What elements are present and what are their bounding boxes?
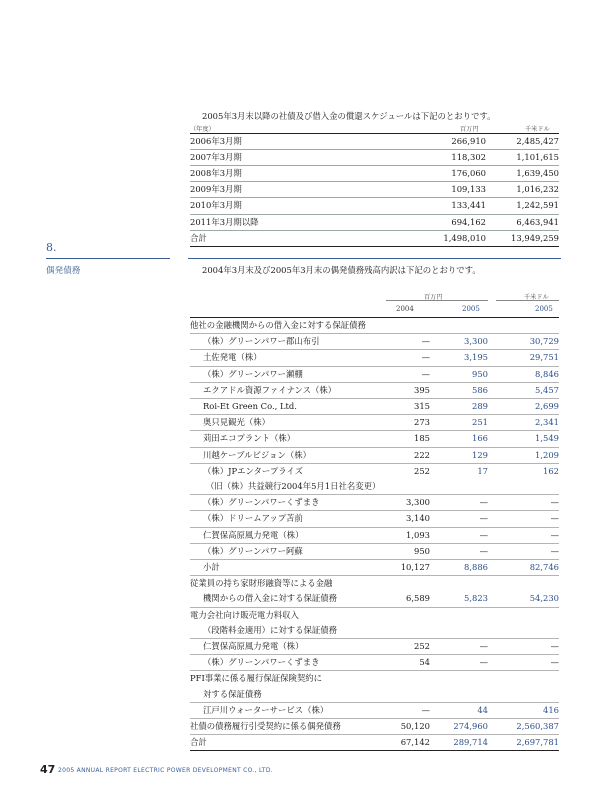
subtotal-row: 小計 10,127 8,886 82,746 [190, 560, 559, 576]
table-row: （株）グリーンパワーくずまき 54 — — [190, 655, 559, 671]
table-row: （株）グリーンパワー郡山布引 — 3,300 30,729 [190, 334, 559, 350]
table-row: 川越ケーブルビジョン（株） 222 129 1,209 [190, 447, 559, 463]
table-row: 仁賀保高原風力発電（株） 252 — — [190, 639, 559, 655]
table-row: 2009年3月期 109,133 1,016,232 [190, 182, 559, 198]
page-number: 47 [40, 763, 56, 776]
contingent-liabilities-table [190, 318, 559, 751]
table-row: 仁賀保高原風力発電（株） 1,093 — — [190, 527, 559, 543]
table-row: 2008年3月期 176,060 1,639,450 [190, 165, 559, 181]
table-row: 2007年3月期 118,302 1,101,615 [190, 149, 559, 165]
table-row: （株）JPエンタープライズ 252 17 162 [203, 465, 559, 476]
schedule-unit-yen: 百万円 [460, 126, 479, 133]
category-row: 他社の金融機関からの借入金に対する保証債務 [190, 318, 559, 334]
table-row: 2010年3月期 133,441 1,242,591 [190, 198, 559, 214]
table-row: （株）グリーンパワー阿蘇 950 — — [190, 543, 559, 559]
col-2004: 2004 [396, 305, 414, 313]
category-row: 電力会社向け販売電力料収入 [190, 609, 299, 620]
table-row: （株）ドリームアップ苫前 3,140 — — [190, 511, 559, 527]
table-row: 江戸川ウォーターサービス（株） — 44 416 [190, 702, 559, 718]
footer-text: 2005 ANNUAL REPORT ELECTRIC POWER DEVELOPMENT CO., LTD. [58, 767, 273, 774]
table-row: （株）グリーンパワー瀬棚 — 950 8,846 [190, 366, 559, 382]
table-row: 機関からの借入金に対する保証債務 6,589 5,823 54,230 [190, 591, 559, 607]
section-rule-right [188, 258, 561, 259]
section-rule-left [46, 258, 170, 259]
category-row: （段階料金適用）に対する保証債務 [190, 623, 559, 639]
contingent-unit-yen: 百万円 [424, 294, 443, 301]
table-row: 奥只見観光（株） 273 251 2,341 [190, 415, 559, 431]
col-2005: 2005 [462, 305, 480, 313]
contingent-intro: 2004年3月末及び2005年3月末の偶発債務残高内訳は下記のとおりです。 [202, 265, 481, 275]
category-row: 対する保証債務 [190, 687, 559, 703]
schedule-intro: 2005年3月末以降の社債及び借入金の償還スケジュールは下記のとおりです。 [202, 111, 496, 121]
schedule-unit-usd: 千米ドル [525, 126, 550, 133]
table-row: 2006年3月期 266,910 2,485,427 [190, 134, 559, 150]
unit-usd-rule [496, 300, 559, 301]
schedule-year-label: （年度） [190, 126, 215, 133]
total-row: 合計 67,142 289,714 2,697,781 [190, 735, 559, 751]
table-row: （株）グリーンパワーくずまき 3,300 — — [190, 495, 559, 511]
section-number: 8. [46, 241, 57, 254]
table-row: Roi-Et Green Co., Ltd. 315 289 2,699 [190, 399, 559, 415]
table-row: エクアドル資源ファイナンス（株） 395 586 5,457 [190, 382, 559, 398]
table-row: 2011年3月期以降 694,162 6,463,941 [190, 214, 559, 230]
table-row: 土佐発電（株） — 3,195 29,751 [190, 350, 559, 366]
note-row: （旧（株）共益競行2004年5月1日社名変更） [190, 479, 559, 495]
category-row: 従業員の持ち家財形融資等による金融 [190, 578, 333, 589]
total-row: 合計 1,498,010 13,949,259 [190, 230, 559, 246]
section-title: 偶発債務 [46, 266, 81, 276]
contingent-unit-usd: 千米ドル [524, 294, 549, 301]
table-row: 社債の債務履行引受契約に係る偶発債務 50,120 274,960 2,560,387 [190, 719, 559, 735]
table-row: 苅田エコプラント（株） 185 166 1,549 [190, 431, 559, 447]
repayment-schedule-table [190, 134, 559, 247]
category-row: PFI事業に係る履行保証保険契約に [190, 673, 323, 684]
col-2005-usd: 2005 [535, 305, 553, 313]
unit-yen-rule [386, 300, 488, 301]
